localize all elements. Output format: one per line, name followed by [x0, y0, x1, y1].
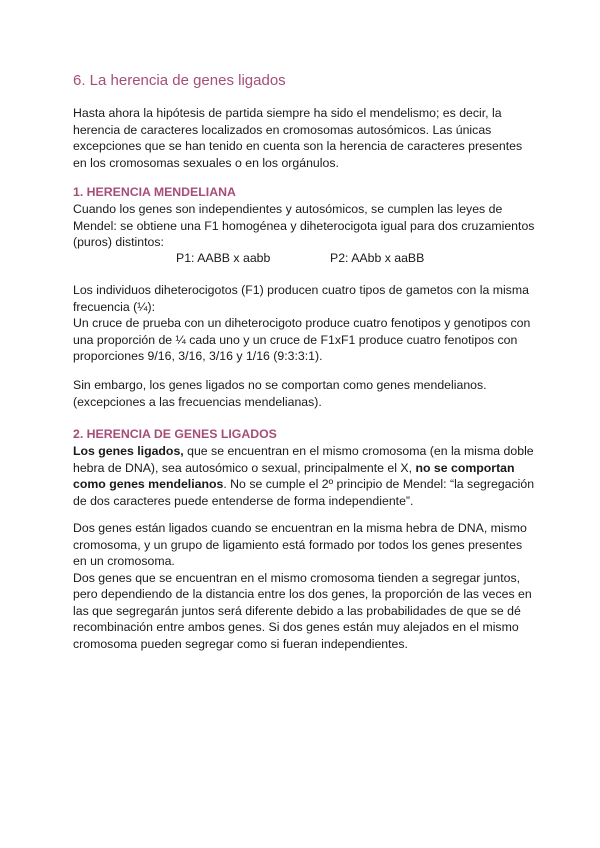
text-line: Dos genes que se encuentran en el mismo cromosoma tienden a segregar juntos, [73, 570, 521, 585]
text-line [73, 460, 533, 477]
text-span: que se encuentran en el mismo cromosoma (en la misma doble [183, 444, 534, 458]
ligados-paragraph-1 [73, 443, 533, 509]
section-heading-mendeliana: 1. HERENCIA MENDELIANA [73, 185, 236, 199]
page-title: 6. La herencia de genes ligados [73, 72, 286, 89]
bold-text: Los genes ligados, [73, 444, 184, 458]
cross-p2: P2: AAbb x aaBB [330, 251, 425, 265]
bold-text: no se comportan [415, 460, 515, 475]
text-span: . No se cumple el 2º principio de Mendel: “la segregación [223, 477, 535, 491]
text-line: herencia de caracteres localizados en cromosomas autosómicos. Las únicas [73, 122, 492, 137]
text-line: Un cruce de prueba con un diheterocigoto produce cuatro fenotipos y genotipos con [73, 316, 531, 330]
text-line: Los individuos diheterocigotos (F1) producen cuatro tipos de gametos con la misma [73, 283, 529, 297]
text-line: Dos genes están ligados cuando se encuentran en la misma hebra de DNA, mismo [73, 521, 527, 535]
ligados-paragraph-2 [73, 520, 533, 652]
cross-p1: P1: AABB x aabb [176, 251, 271, 265]
text-line: proporciones 9/16, 3/16, 3/16 y 1/16 (9:3:3:1). [73, 349, 323, 363]
text-line: una proporción de ¼ cada uno y un cruce de F1xF1 produce cuatro fenotipos con [73, 332, 518, 347]
text-line: (excepciones a las frecuencias mendelianas). [73, 394, 322, 409]
text-line: en un cromosoma. [73, 554, 175, 568]
text-line: excepciones que se han tenido en cuenta son la herencia de caracteres presentes [73, 139, 523, 153]
mendeliana-paragraph-2 [73, 282, 533, 365]
text-line: de dos caracteres puede entenderse de forma independiente”. [73, 493, 414, 508]
text-line: Mendel: se obtiene una F1 homogénea y diheterocigota igual para dos cruzamientos [73, 218, 535, 233]
text-line: las que segregarán juntos será diferente debido a las probabilidades de que se dé [73, 603, 521, 618]
mendeliana-paragraph-3 [73, 377, 533, 410]
text-line: cromosoma pueden segregar como si fueran independientes. [73, 636, 408, 651]
text-line: en los cromosomas sexuales o en los orgánulos. [73, 155, 339, 170]
text-line: Cuando los genes son independientes y autosómicos, se cumplen las leyes de [73, 202, 503, 216]
text-span: hebra de DNA), sea autosómico o sexual, principalmente el X, [73, 460, 416, 475]
text-line: cromosoma, y un grupo de ligamiento está formado por todos los genes presentes [73, 537, 523, 552]
text-line: frecuencia (¼): [73, 299, 156, 314]
text-line: recombinación entre ambos genes. Si dos genes están muy alejados en el mismo [73, 620, 519, 634]
text-line: Sin embargo, los genes ligados no se comportan como genes mendelianos. [73, 378, 487, 392]
intro-paragraph [73, 105, 533, 171]
section-heading-ligados: 2. HERENCIA DE GENES LIGADOS [73, 427, 277, 441]
text-line: (puros) distintos: [73, 235, 164, 249]
text-line [73, 476, 533, 493]
text-line [73, 443, 533, 460]
bold-text: como genes mendelianos [73, 477, 224, 491]
mendeliana-paragraph-1 [73, 201, 533, 251]
text-line: pero dependiendo de la distancia entre los dos genes, la proporción de las veces en [73, 587, 532, 601]
text-line: Hasta ahora la hipótesis de partida siempre ha sido el mendelismo; es decir, la [73, 106, 502, 120]
